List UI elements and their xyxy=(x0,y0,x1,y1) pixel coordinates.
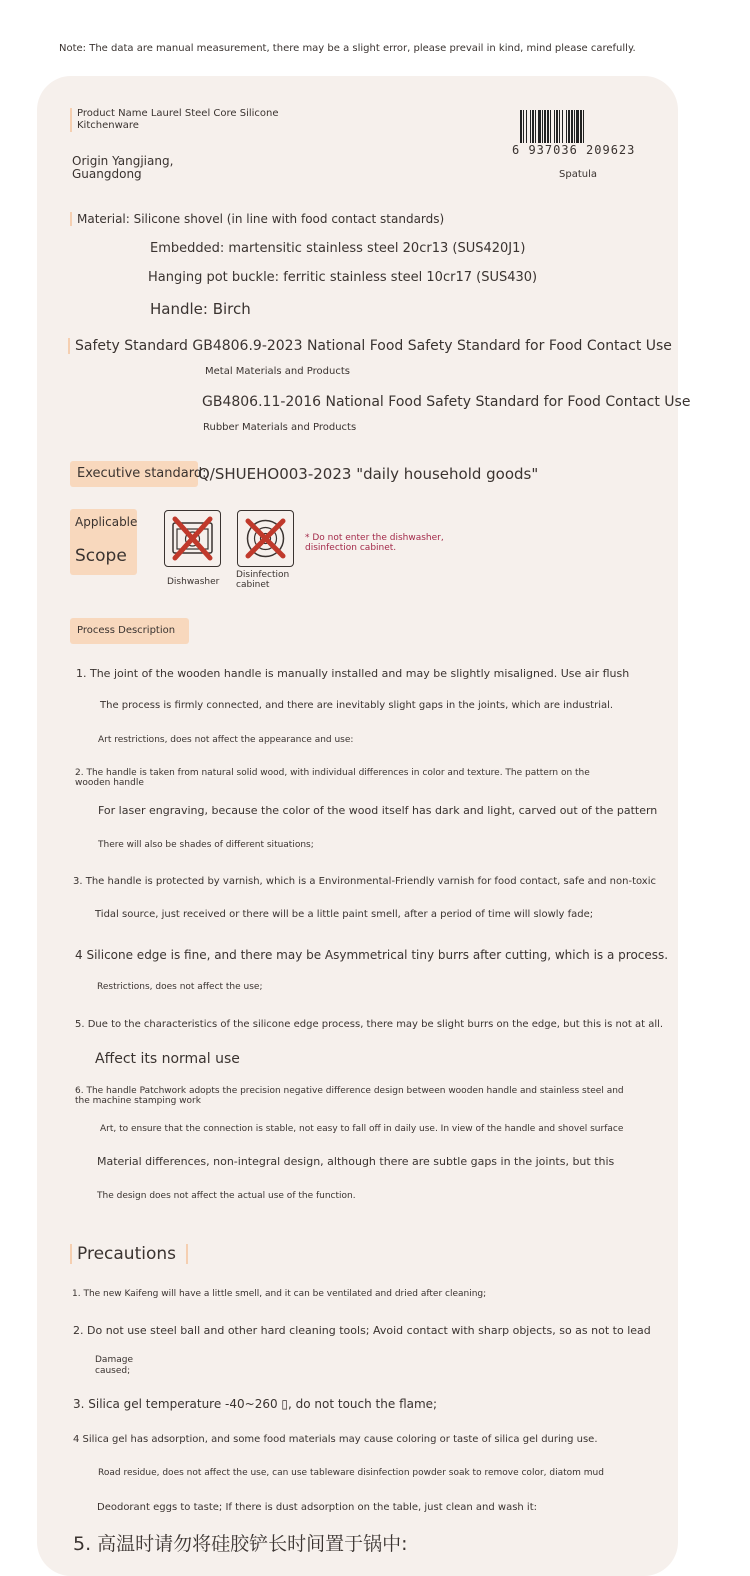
spec-card xyxy=(37,76,678,1576)
dishwasher-caption: Dishwasher xyxy=(167,577,220,587)
barcode-caption: Spatula xyxy=(559,169,597,180)
process-line: 4 Silicone edge is fine, and there may be Asymmetrical tiny burrs after cutting, which is a process. xyxy=(75,948,669,962)
product-origin: Origin Yangjiang, Guangdong xyxy=(72,154,174,181)
process-line: Art restrictions, does not affect the appearance and use: xyxy=(98,735,354,745)
barcode-number: 6 937036 209623 xyxy=(512,143,636,157)
dishwasher-crossed-icon xyxy=(164,510,221,567)
precaution-line: 3. Silica gel temperature -40~260 ▯, do not touch the flame; xyxy=(73,1397,438,1411)
process-line: 6. The handle Patchwork adopts the precision negative difference design between wooden handle and stainless steel and the machine stamping work xyxy=(75,1086,624,1106)
disinfection-cabinet-crossed-icon xyxy=(237,510,294,567)
precaution-line: Damage caused; xyxy=(95,1355,133,1376)
scope-label-top: Applicable xyxy=(75,515,138,529)
process-line: 3. The handle is protected by varnish, which is a Environmental-Friendly varnish for food contact, safe and non-toxic xyxy=(73,876,657,887)
process-line: 1. The joint of the wooden handle is manually installed and may be slightly misaligned. Use air flush xyxy=(76,667,630,680)
executive-label: Executive standard: xyxy=(77,466,207,481)
precaution-line: 5. 高温时请勿将硅胶铲长时间置于锅中: xyxy=(73,1533,408,1555)
safety-standard-2-sub: Rubber Materials and Products xyxy=(203,422,357,433)
process-line: 5. Due to the characteristics of the silicone edge process, there may be slight burrs on the edge, but this is not at all. xyxy=(75,1019,664,1030)
scope-label-bottom: Scope xyxy=(75,546,127,566)
precaution-line: Road residue, does not affect the use, can use tableware disinfection powder soak to remove color, diatom mud xyxy=(98,1468,604,1478)
process-line: Affect its normal use xyxy=(95,1051,240,1067)
process-line: Restrictions, does not affect the use; xyxy=(97,982,263,992)
process-line: For laser engraving, because the color of the wood itself has dark and light, carved out of the pattern xyxy=(98,804,658,817)
process-line: The process is firmly connected, and there are inevitably slight gaps in the joints, which are industrial. xyxy=(100,700,614,711)
product-name: Product Name Laurel Steel Core Silicone Kitchenware xyxy=(70,108,287,132)
precaution-line: 2. Do not use steel ball and other hard cleaning tools; Avoid contact with sharp objects, so as not to lead xyxy=(73,1324,651,1337)
measurement-note: Note: The data are manual measurement, there may be a slight error, please prevail in kind, mind please carefully. xyxy=(59,43,636,54)
material-handle: Handle: Birch xyxy=(150,300,251,318)
precaution-line: Deodorant eggs to taste; If there is dust adsorption on the table, just clean and wash it: xyxy=(97,1502,537,1513)
material-embedded: Embedded: martensitic stainless steel 20cr13 (SUS420J1) xyxy=(150,241,526,256)
precaution-line: 4 Silica gel has adsorption, and some food materials may cause coloring or taste of silica gel during use. xyxy=(73,1434,598,1445)
precaution-line: 1. The new Kaifeng will have a little smell, and it can be ventilated and dried after cleaning; xyxy=(72,1289,487,1299)
process-line: There will also be shades of different situations; xyxy=(98,840,314,850)
scope-warning: * Do not enter the dishwasher, disinfection cabinet. xyxy=(305,533,444,553)
process-title: Process Description xyxy=(70,618,189,644)
process-line: 2. The handle is taken from natural solid wood, with individual differences in color and texture. The pattern on the wooden handle xyxy=(75,768,590,788)
process-line: The design does not affect the actual use of the function. xyxy=(97,1191,356,1201)
safety-standard-1-sub: Metal Materials and Products xyxy=(205,366,350,377)
precautions-title: Precautions xyxy=(70,1244,188,1264)
disinfection-caption: Disinfection cabinet xyxy=(236,570,290,590)
material-line: Material: Silicone shovel (in line with food contact standards) xyxy=(70,212,444,226)
process-line: Tidal source, just received or there will be a little paint smell, after a period of time will slowly fade; xyxy=(95,909,594,920)
safety-standard-2: GB4806.11-2016 National Food Safety Standard for Food Contact Use xyxy=(202,394,691,410)
material-buckle: Hanging pot buckle: ferritic stainless steel 10cr17 (SUS430) xyxy=(148,270,538,285)
executive-value: Q/SHUEHO003-2023 "daily household goods" xyxy=(198,465,539,483)
process-line: Art, to ensure that the connection is stable, not easy to fall off in daily use. In view of the handle and shovel surface xyxy=(100,1124,624,1134)
process-line: Material differences, non-integral design, although there are subtle gaps in the joints, but this xyxy=(97,1155,615,1168)
safety-standard-1: Safety Standard GB4806.9-2023 National Food Safety Standard for Food Contact Use xyxy=(68,338,672,354)
